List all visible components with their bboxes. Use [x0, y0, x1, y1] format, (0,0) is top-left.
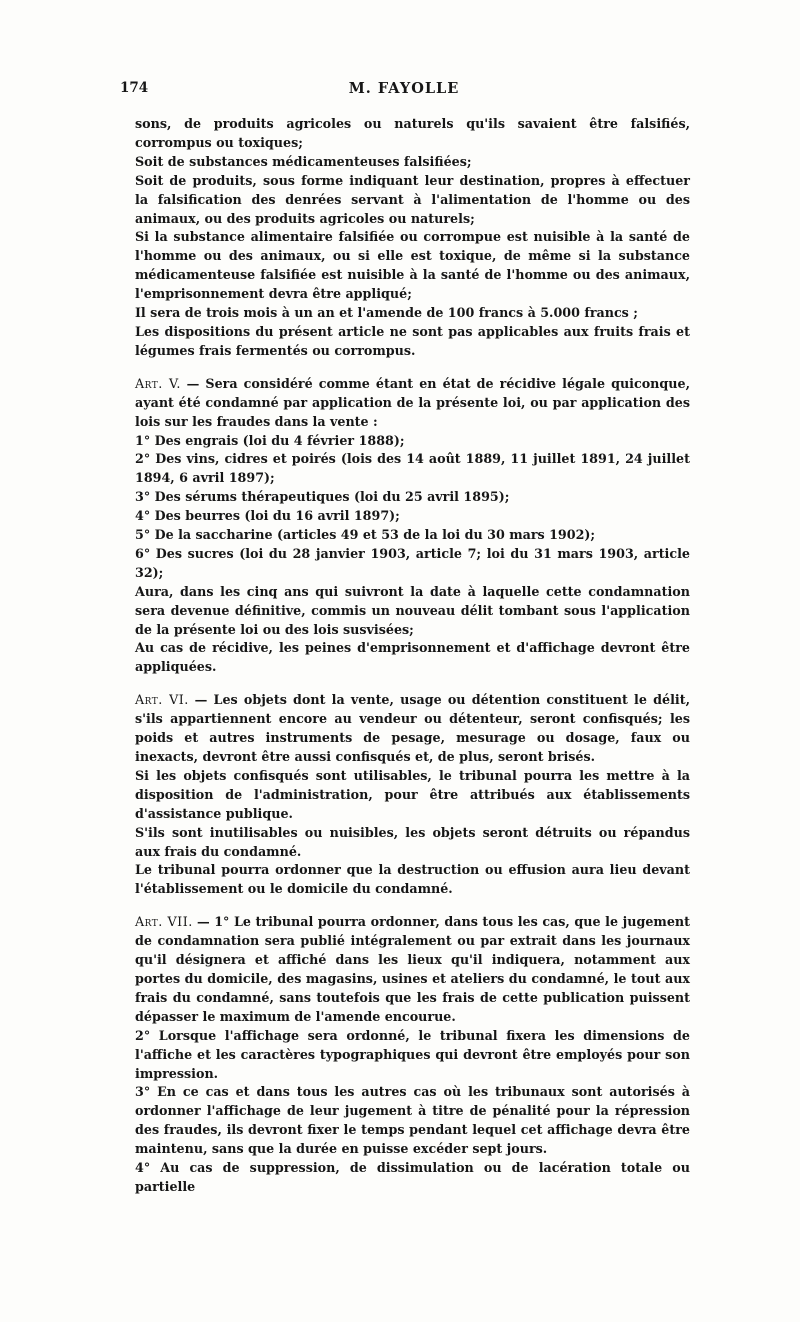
body-paragraph: 6° Des sucres (loi du 28 janvier 1903, article 7; loi du 31 mars 1903, article 32);	[135, 545, 690, 580]
body-paragraph: 3° En ce cas et dans tous les autres cas où les tribunaux sont autorisés à ordonner l'affichage de leur jugement à titre de pénalité pour la répression des fraudes, ils devront fixer le temps pendant lequel cet affichage devra être maintenu, sans que la durée en puisse excéder sept jours.	[135, 1084, 690, 1157]
body-paragraph: Le tribunal pourra ordonner que la destruction ou effusion aura lieu devant l'établissement ou le domicile du condamné.	[135, 862, 690, 897]
article-text: — 1° Le tribunal pourra ordonner, dans tous les cas, que le jugement de condamnation sera publié intégralement ou par extrait dans les journaux qu'il désignera et affiché dans les lieux qu'il indiquera, notamment aux portes du domicile, des magasins, usines et ateliers du condamné, le tout aux frais du condamné, sans toutefois que les frais de cette publication puissent dépasser le maximum de l'amende encourue.	[135, 914, 690, 1024]
running-title: M. FAYOLLE	[348, 80, 460, 97]
body-paragraph: sons, de produits agricoles ou naturels qu'ils savaient être falsifiés, corrompus ou toxiques;	[135, 116, 690, 150]
document-body	[135, 115, 690, 1197]
body-paragraph: Les dispositions du présent article ne sont pas applicables aux fruits frais et légumes frais fermentés ou corrompus.	[135, 323, 690, 358]
body-paragraph: 3° Des sérums thérapeutiques (loi du 25 avril 1895);	[135, 489, 510, 505]
body-paragraph: 2° Lorsque l'affichage sera ordonné, le tribunal fixera les dimensions de l'affiche et les caractères typographiques qui devront être employés pour son impression.	[135, 1027, 690, 1081]
body-paragraph: Aura, dans les cinq ans qui suivront la date à laquelle cette condamnation sera devenue définitive, commis un nouveau délit tombant sous l'application de la présente loi ou des lois susvisées;	[135, 583, 690, 637]
article-text: — Les objets dont la vente, usage ou détention constituent le délit, s'ils appartiennent encore au vendeur ou détenteur, seront confisqués; les poids et autres instruments de pesage, mesurage ou dosage, faux ou inexacts, devront être aussi confisqués et, de plus, seront brisés.	[135, 692, 690, 764]
article-paragraph	[135, 913, 690, 1026]
page-header	[120, 80, 688, 102]
page-number: 174	[120, 80, 149, 96]
article-paragraph	[135, 375, 690, 432]
article-paragraph	[135, 691, 690, 767]
body-paragraph: Soit de produits, sous forme indiquant leur destination, propres à effectuer la falsification des denrées servant à l'alimentation de l'homme ou des animaux, ou des produits agricoles ou naturels;	[135, 172, 690, 226]
article-label: Art. V.	[135, 375, 181, 391]
body-paragraph: 4° Au cas de suppression, de dissimulation ou de lacération totale ou partielle	[135, 1160, 690, 1194]
body-paragraph: S'ils sont inutilisables ou nuisibles, les objets seront détruits ou répandus aux frais du condamné.	[135, 824, 690, 859]
body-paragraph: 4° Des beurres (loi du 16 avril 1897);	[135, 508, 400, 524]
body-paragraph: Au cas de récidive, les peines d'emprisonnement et d'affichage devront être appliquées.	[135, 640, 690, 675]
article-label: Art. VI.	[135, 692, 189, 708]
body-paragraph: 1° Des engrais (loi du 4 février 1888);	[135, 432, 405, 448]
body-paragraph: Si la substance alimentaire falsifiée ou corrompue est nuisible à la santé de l'homme ou des animaux, ou si elle est toxique, de même si la substance médicamenteuse falsifiée est nuisible à la santé de l'homme ou des animaux, l'emprisonnement devra être appliqué;	[135, 229, 690, 302]
body-paragraph: Soit de substances médicamenteuses falsifiées;	[135, 153, 472, 169]
body-paragraph: Si les objets confisqués sont utilisables, le tribunal pourra les mettre à la disposition de l'administration, pour être attribués aux établissements d'assistance publique.	[135, 767, 690, 821]
article-label: Art. VII.	[135, 914, 193, 930]
body-paragraph: 5° De la saccharine (articles 49 et 53 de la loi du 30 mars 1902);	[135, 527, 596, 543]
article-text: — Sera considéré comme étant en état de récidive légale quiconque, ayant été condamné par application de la présente loi, ou par application des lois sur les fraudes dans la vente :	[135, 375, 690, 429]
body-paragraph: 2° Des vins, cidres et poirés (lois des 14 août 1889, 11 juillet 1891, 24 juillet 1894, 6 avril 1897);	[135, 451, 690, 486]
body-paragraph: Il sera de trois mois à un an et l'amende de 100 francs à 5.000 francs ;	[135, 305, 638, 321]
